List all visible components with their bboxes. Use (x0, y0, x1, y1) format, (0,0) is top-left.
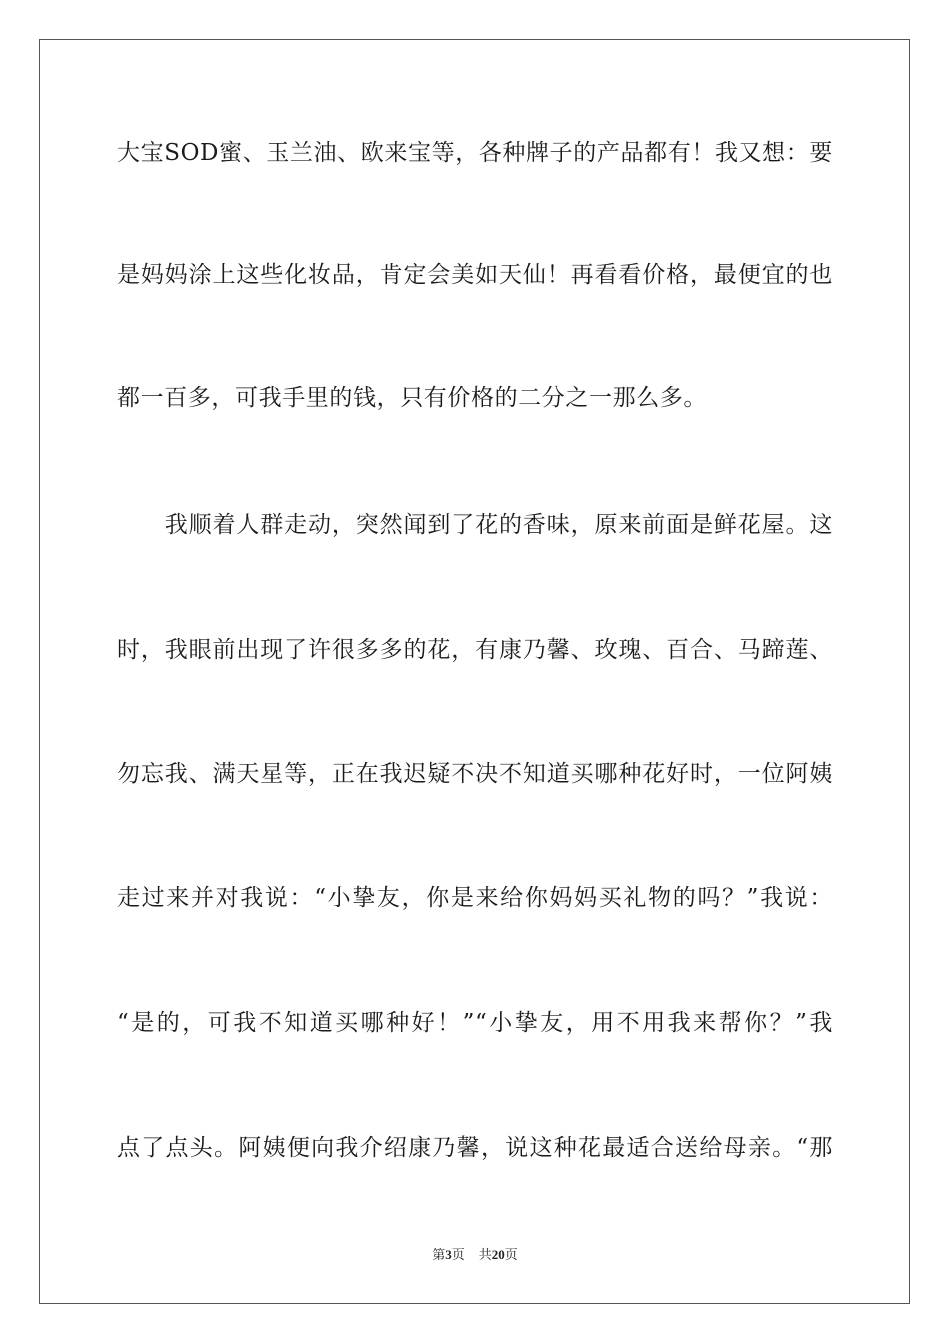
page-border (39, 39, 910, 1304)
body-text-line: “是的，可我不知道买哪种好！”“小挚友，用不用我来帮你？”我 (117, 1010, 833, 1036)
body-text-line: 我顺着人群走动，突然闻到了花的香味，原来前面是鲜花屋。这 (117, 512, 833, 538)
page-label-prefix: 第 (432, 1248, 446, 1263)
body-text-line: 时，我眼前出现了许很多多的花，有康乃馨、玫瑰、百合、马蹄莲、 (117, 637, 833, 663)
page-label-suffix: 页 (451, 1248, 465, 1263)
page-footer (0, 1245, 950, 1266)
body-text-line: 大宝SOD蜜、玉兰油、欧来宝等，各种牌子的产品都有！我又想：要 (117, 140, 833, 166)
total-label-suffix: 页 (504, 1248, 518, 1263)
total-pages: 20 (491, 1247, 505, 1262)
body-text-line: 都一百多，可我手里的钱，只有价格的二分之一那么多。 (117, 385, 707, 411)
page-number: 3 (445, 1247, 452, 1262)
body-text-line: 勿忘我、满天星等，正在我迟疑不决不知道买哪种花好时，一位阿姨 (117, 761, 833, 787)
body-text-line: 点了点头。阿姨便向我介绍康乃馨，说这种花最适合送给母亲。“那 (117, 1135, 833, 1161)
total-label-prefix: 共 (478, 1248, 492, 1263)
body-text-line: 是妈妈涂上这些化妆品，肯定会美如天仙！再看看价格，最便宜的也 (117, 262, 833, 288)
body-text-line: 走过来并对我说：“小挚友，你是来给你妈妈买礼物的吗？”我说： (117, 885, 833, 911)
